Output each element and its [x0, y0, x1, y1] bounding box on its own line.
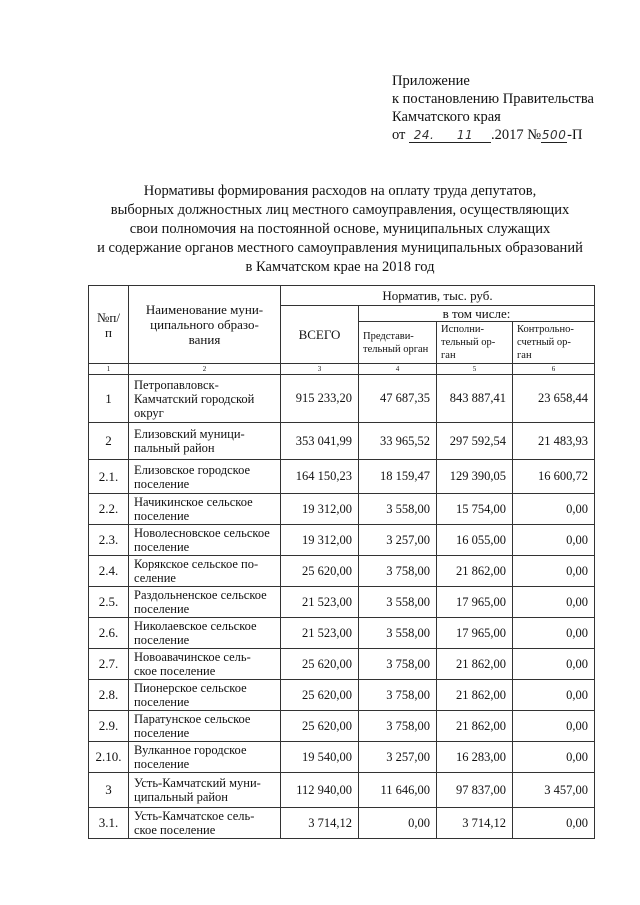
cell-total: 915 233,20: [281, 375, 359, 423]
table-row: [89, 556, 595, 587]
cell-name: Новоавачинское сель- ское поселение: [129, 649, 281, 680]
cell-exec: 16 055,00: [437, 525, 513, 556]
cell-total: 19 540,00: [281, 742, 359, 773]
cell-ctrl: 0,00: [513, 649, 595, 680]
column-number: 2: [129, 364, 281, 375]
cell-total: 3 714,12: [281, 808, 359, 839]
cell-ctrl: 0,00: [513, 556, 595, 587]
cell-total: 21 523,00: [281, 587, 359, 618]
cell-ctrl: 0,00: [513, 711, 595, 742]
header-norm: Норматив, тыс. руб.: [281, 286, 595, 306]
cell-no: 2: [89, 423, 129, 460]
cell-ctrl: 0,00: [513, 680, 595, 711]
cell-name: Усть-Камчатский муни- ципальный район: [129, 773, 281, 808]
cell-rep: 3 758,00: [359, 556, 437, 587]
cell-name: Елизовское городское поселение: [129, 460, 281, 494]
cell-name: Николаевское сельское поселение: [129, 618, 281, 649]
cell-no: 3: [89, 773, 129, 808]
table-row: [89, 618, 595, 649]
cell-total: 25 620,00: [281, 556, 359, 587]
cell-rep: 33 965,52: [359, 423, 437, 460]
cell-exec: 21 862,00: [437, 556, 513, 587]
cell-rep: 3 758,00: [359, 649, 437, 680]
table-row: [89, 423, 595, 460]
date-year: .2017 №: [491, 127, 542, 143]
title-line: в Камчатском крае на 2018 год: [245, 259, 435, 275]
cell-name: Елизовский муници- пальный район: [129, 423, 281, 460]
header-including: в том числе:: [359, 306, 595, 322]
title-line: выборных должностных лиц местного самоуправления, осуществляющих: [110, 202, 570, 218]
title-line: свои полномочия на постоянной основе, муниципальных служащих: [129, 221, 551, 237]
cell-rep: 11 646,00: [359, 773, 437, 808]
cell-rep: 3 257,00: [359, 525, 437, 556]
cell-exec: 15 754,00: [437, 494, 513, 525]
date-day: 24.: [409, 128, 439, 143]
cell-name: Корякское сельское по- селение: [129, 556, 281, 587]
cell-name: Вулканное городское поселение: [129, 742, 281, 773]
cell-total: 353 041,99: [281, 423, 359, 460]
cell-ctrl: 0,00: [513, 587, 595, 618]
cell-rep: 3 558,00: [359, 618, 437, 649]
header-name: Наименование муни- ципального образо- вания: [129, 286, 281, 364]
cell-rep: 3 257,00: [359, 742, 437, 773]
cell-name: Новолесновское сельское поселение: [129, 525, 281, 556]
cell-total: 164 150,23: [281, 460, 359, 494]
number-suffix: -П: [567, 127, 583, 143]
appendix-title: Приложение: [392, 73, 470, 89]
norms-table: [88, 285, 595, 839]
cell-ctrl: 23 658,44: [513, 375, 595, 423]
cell-ctrl: 16 600,72: [513, 460, 595, 494]
cell-total: 21 523,00: [281, 618, 359, 649]
cell-exec: 21 862,00: [437, 711, 513, 742]
cell-exec: 21 862,00: [437, 649, 513, 680]
cell-no: 2.10.: [89, 742, 129, 773]
resolution-number: 500: [541, 128, 567, 142]
cell-ctrl: 0,00: [513, 525, 595, 556]
cell-exec: 21 862,00: [437, 680, 513, 711]
title-line: и содержание органов местного самоуправления муниципальных образований: [97, 240, 583, 256]
cell-rep: 3 758,00: [359, 711, 437, 742]
column-number-row: [89, 364, 595, 375]
cell-name: Усть-Камчатское сель- ское поселение: [129, 808, 281, 839]
cell-rep: 3 558,00: [359, 587, 437, 618]
column-number: 5: [437, 364, 513, 375]
column-number: 1: [89, 364, 129, 375]
cell-ctrl: 21 483,93: [513, 423, 595, 460]
table-row: [89, 773, 595, 808]
cell-rep: 3 558,00: [359, 494, 437, 525]
cell-exec: 16 283,00: [437, 742, 513, 773]
cell-name: Начикинское сельское поселение: [129, 494, 281, 525]
cell-total: 25 620,00: [281, 680, 359, 711]
cell-exec: 297 592,54: [437, 423, 513, 460]
cell-total: 25 620,00: [281, 711, 359, 742]
cell-no: 2.9.: [89, 711, 129, 742]
cell-total: 25 620,00: [281, 649, 359, 680]
table-row: [89, 460, 595, 494]
appendix-region: Камчатского края: [392, 109, 501, 125]
header-total: ВСЕГО: [281, 306, 359, 364]
cell-no: 2.4.: [89, 556, 129, 587]
table-row: [89, 680, 595, 711]
cell-no: 2.2.: [89, 494, 129, 525]
table-row: [89, 587, 595, 618]
cell-name: Петропавловск- Камчатский городской округ: [129, 375, 281, 423]
cell-exec: 843 887,41: [437, 375, 513, 423]
cell-no: 2.7.: [89, 649, 129, 680]
cell-no: 3.1.: [89, 808, 129, 839]
title-line: Нормативы формирования расходов на оплату труда депутатов,: [143, 183, 537, 199]
cell-exec: 3 714,12: [437, 808, 513, 839]
header-control: Контрольно- счетный ор- ган: [513, 322, 595, 364]
cell-no: 2.6.: [89, 618, 129, 649]
column-number: 4: [359, 364, 437, 375]
cell-rep: 47 687,35: [359, 375, 437, 423]
header-executive: Исполни- тельный ор- ган: [437, 322, 513, 364]
table-body: [89, 375, 595, 839]
header-representative: Представи- тельный орган: [359, 322, 437, 364]
cell-ctrl: 0,00: [513, 808, 595, 839]
date-month: 11: [439, 128, 491, 143]
document-title: [60, 182, 620, 277]
cell-name: Раздольненское сельское поселение: [129, 587, 281, 618]
cell-no: 2.8.: [89, 680, 129, 711]
appendix-resolution: к постановлению Правительства: [392, 91, 594, 107]
cell-no: 2.1.: [89, 460, 129, 494]
cell-exec: 17 965,00: [437, 618, 513, 649]
header-number: №п/ п: [89, 286, 129, 364]
cell-no: 1: [89, 375, 129, 423]
cell-exec: 97 837,00: [437, 773, 513, 808]
table-row: [89, 742, 595, 773]
table-row: [89, 711, 595, 742]
cell-total: 19 312,00: [281, 494, 359, 525]
cell-no: 2.3.: [89, 525, 129, 556]
cell-rep: 18 159,47: [359, 460, 437, 494]
appendix-date-line: [392, 126, 594, 144]
cell-ctrl: 0,00: [513, 618, 595, 649]
cell-ctrl: 3 457,00: [513, 773, 595, 808]
cell-total: 19 312,00: [281, 525, 359, 556]
table-row: [89, 525, 595, 556]
column-number: 3: [281, 364, 359, 375]
table-row: [89, 494, 595, 525]
cell-name: Паратунское сельское поселение: [129, 711, 281, 742]
column-number: 6: [513, 364, 595, 375]
cell-rep: 0,00: [359, 808, 437, 839]
cell-ctrl: 0,00: [513, 494, 595, 525]
table-row: [89, 649, 595, 680]
cell-name: Пионерское сельское поселение: [129, 680, 281, 711]
cell-no: 2.5.: [89, 587, 129, 618]
table-row: [89, 808, 595, 839]
cell-total: 112 940,00: [281, 773, 359, 808]
cell-ctrl: 0,00: [513, 742, 595, 773]
cell-exec: 17 965,00: [437, 587, 513, 618]
cell-exec: 129 390,05: [437, 460, 513, 494]
appendix-block: [392, 72, 594, 144]
table-row: [89, 375, 595, 423]
cell-rep: 3 758,00: [359, 680, 437, 711]
date-prefix: от: [392, 127, 406, 143]
